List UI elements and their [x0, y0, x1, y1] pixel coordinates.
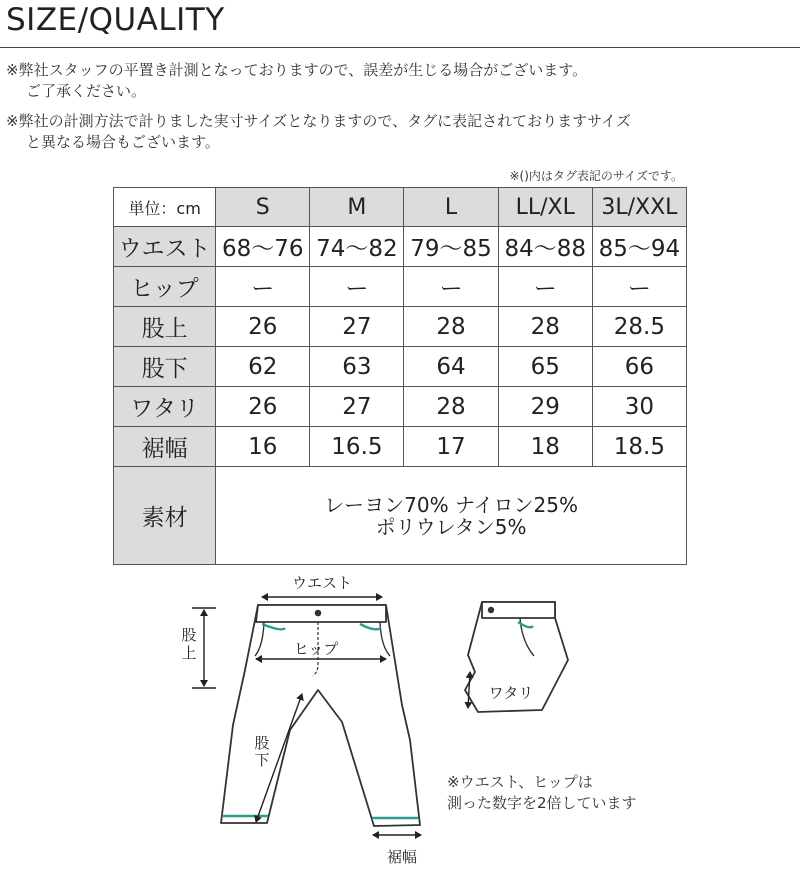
table-cell: 18: [498, 427, 592, 467]
label-hem: 裾幅: [386, 848, 418, 866]
label-waist: ウエスト: [291, 574, 353, 592]
right-pocket: [380, 622, 390, 656]
tag-notation-note: ※()内はタグ表記のサイズです。: [509, 169, 683, 183]
table-row-rise: [114, 307, 687, 347]
label-rise-bottom: 上: [181, 644, 197, 662]
label-hip: ヒップ: [293, 640, 339, 658]
table-cell: 28.5: [592, 307, 686, 347]
table-cell: ー: [498, 267, 592, 307]
left-pocket-lining: [262, 624, 285, 629]
table-row-waist: [114, 227, 687, 267]
page-title: SIZE/QUALITY: [6, 2, 225, 38]
table-row-inseam: [114, 347, 687, 387]
size-table: [113, 187, 687, 565]
side-pocket-lining: [518, 622, 533, 627]
material-line1: レーヨン70% ナイロン25%: [324, 492, 579, 517]
table-cell: 85〜94: [592, 227, 686, 267]
label-inseam-bottom: 下: [254, 751, 270, 769]
tag-size-note-line2: と異なる場合もございます。: [26, 133, 220, 151]
table-cell: ー: [310, 267, 404, 307]
size-header-l: L: [404, 188, 498, 227]
table-cell: 28: [404, 307, 498, 347]
measurement-note-line1: ※弊社スタッフの平置き計測となっておりますので、誤差が生じる場合がございます。: [6, 61, 588, 79]
table-row-thigh: [114, 387, 687, 427]
table-cell: 28: [404, 387, 498, 427]
size-header-m: M: [310, 188, 404, 227]
table-cell: 27: [310, 307, 404, 347]
title-divider: [0, 47, 800, 48]
doubled-note-line2: 測った数字を2倍しています: [447, 794, 637, 812]
right-pocket-lining: [360, 624, 381, 629]
row-label-rise: 股上: [114, 307, 216, 347]
row-label-hem: 裾幅: [114, 427, 216, 467]
thigh-arrow: [468, 672, 470, 708]
pants-front-outline: [221, 605, 420, 826]
left-pocket: [255, 622, 264, 656]
table-cell: 74〜82: [310, 227, 404, 267]
row-label-waist: ウエスト: [114, 227, 216, 267]
material-line2: ポリウレタン5%: [375, 514, 527, 539]
label-thigh: ワタリ: [488, 684, 534, 702]
table-cell: 65: [498, 347, 592, 387]
table-cell: 62: [216, 347, 310, 387]
table-cell: 79〜85: [404, 227, 498, 267]
measurement-diagram: [0, 560, 800, 870]
table-cell: ー: [216, 267, 310, 307]
label-rise-top: 股: [181, 626, 197, 644]
table-cell: 29: [498, 387, 592, 427]
table-cell: 64: [404, 347, 498, 387]
row-label-material: 素材: [114, 467, 216, 565]
measurement-note-line2: ご了承ください。: [26, 82, 147, 100]
size-header-3l: 3L/XXL: [592, 188, 686, 227]
table-cell: ー: [404, 267, 498, 307]
table-cell: 84〜88: [498, 227, 592, 267]
table-cell: 28: [498, 307, 592, 347]
size-header-row: [114, 188, 687, 227]
material-composition: [216, 467, 687, 565]
size-header-s: S: [216, 188, 310, 227]
doubled-measurement-note: [447, 772, 637, 814]
table-cell: 27: [310, 387, 404, 427]
tag-size-note-line1: ※弊社の計測方法で計りました実寸サイズとなりますので、タグに表記されておりますサイズ: [6, 112, 631, 130]
row-label-inseam: 股下: [114, 347, 216, 387]
unit-label: 単位：cm: [114, 188, 216, 227]
measurement-note: [6, 60, 587, 102]
table-row-hem: [114, 427, 687, 467]
waist-button: [316, 611, 321, 616]
table-cell: 16.5: [310, 427, 404, 467]
table-cell: 26: [216, 387, 310, 427]
doubled-note-line1: ※ウエスト、ヒップは: [447, 773, 593, 791]
row-label-hip: ヒップ: [114, 267, 216, 307]
table-row-material: [114, 467, 687, 565]
table-cell: 30: [592, 387, 686, 427]
table-cell: ー: [592, 267, 686, 307]
table-cell: 16: [216, 427, 310, 467]
table-cell: 66: [592, 347, 686, 387]
table-cell: 17: [404, 427, 498, 467]
table-cell: 18.5: [592, 427, 686, 467]
row-label-thigh: ワタリ: [114, 387, 216, 427]
table-row-hip: [114, 267, 687, 307]
tag-size-note: [6, 111, 631, 153]
table-cell: 68〜76: [216, 227, 310, 267]
table-cell: 26: [216, 307, 310, 347]
table-cell: 63: [310, 347, 404, 387]
size-header-ll: LL/XL: [498, 188, 592, 227]
label-inseam-top: 股: [254, 734, 270, 752]
